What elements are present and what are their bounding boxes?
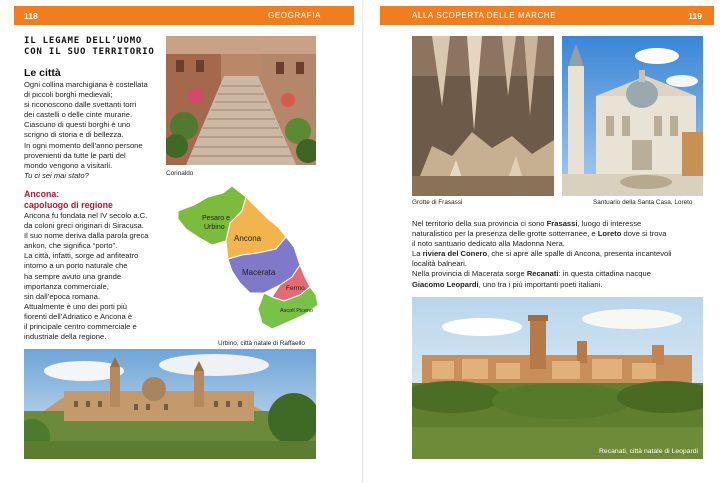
- ancona-heading-line: capoluogo di regione: [24, 199, 113, 210]
- section-heading-cities: Le città: [24, 67, 61, 79]
- chapter-title: IL LEGAME DELL’UOMO CON IL SUO TERRITORIO: [24, 36, 155, 57]
- text-line: industriale della regione.: [24, 332, 107, 342]
- map-label-pesaro-1: Pesaro e: [202, 215, 231, 222]
- map-label-ascoli: Ascoli Piceno: [280, 308, 314, 314]
- left-section-title: GEOGRAFIA: [268, 11, 321, 20]
- text-segment: , che si apre alle spalle di Ancona, presenta incantevoli: [487, 249, 672, 259]
- text-line: La città, infatti, sorge ad anfiteatro: [24, 251, 139, 261]
- text-line: il principale centro commerciale e: [24, 322, 137, 332]
- text-segment: : in questa cittadina nacque: [558, 269, 651, 279]
- caption-frasassi: Grotte di Frasassi: [412, 199, 463, 206]
- frasassi-photo: [412, 36, 554, 196]
- text-line: [412, 280, 712, 290]
- text-line: importanza commerciale,: [24, 281, 109, 291]
- map-label-macerata: Macerata: [242, 268, 276, 277]
- text-segment: naturalistico per la presenza delle grotte sotterranee, e: [412, 229, 598, 239]
- ancona-heading: [24, 189, 164, 210]
- text-line: Ogni collina marchigiana è costellata: [24, 80, 148, 89]
- left-header-bar: [14, 6, 354, 25]
- place-recanati: Recanati: [526, 269, 559, 279]
- text-line: ankon, che significa “porto”.: [24, 241, 118, 251]
- right-page: [364, 0, 728, 483]
- text-line: il noto santuario dedicato alla Madonna Nera.: [412, 239, 565, 249]
- text-segment: , uno tra i più importanti poeti italiani.: [478, 279, 603, 289]
- text-line: Tu ci sei mai stato?: [24, 170, 89, 180]
- place-loreto: Loreto: [597, 229, 622, 239]
- place-conero: riviera del Conero: [422, 249, 488, 259]
- text-line: [412, 219, 712, 229]
- map-label-pesaro-2: Urbino: [204, 224, 225, 231]
- caption-recanati: Recanati, città natale di Leopardi: [599, 448, 698, 455]
- corinaldo-photo: [166, 36, 316, 165]
- text-segment: dove si trova: [621, 229, 667, 239]
- text-segment: La: [412, 249, 423, 259]
- text-segment: , luogo di interesse: [577, 219, 642, 228]
- intro-paragraph: [24, 80, 164, 181]
- text-line: località balneari.: [412, 259, 467, 269]
- text-segment: Nel territorio della sua provincia ci sono: [412, 219, 547, 228]
- text-line: Attualmente è uno dei porti più: [24, 301, 128, 311]
- caption-corinaldo: Corinaldo: [166, 170, 194, 177]
- text-line: Ancona fu fondata nel IV secolo a.C.: [24, 211, 148, 220]
- ancona-paragraph: [24, 211, 164, 342]
- text-line: dei castelli o delle cinte murarie.: [24, 110, 133, 120]
- text-line: In ogni momento dell’anno persone: [24, 140, 143, 150]
- caption-loreto: Santuario della Santa Casa, Loreto: [593, 199, 693, 206]
- text-line: scrigno di storia e di bellezza.: [24, 130, 124, 140]
- right-header-bar: [380, 6, 714, 25]
- marche-map: [168, 183, 328, 333]
- text-line: ha sempre avuto una grande: [24, 271, 122, 281]
- ancona-heading-line: Ancona:: [24, 189, 60, 199]
- map-label-fermo: Fermo: [286, 285, 305, 292]
- right-section-title: ALLA SCOPERTA DELLE MARCHE: [412, 11, 557, 20]
- left-page-number: 118: [24, 10, 38, 21]
- text-line: mondo vengono a visitarli.: [24, 160, 113, 170]
- text-line: [412, 229, 712, 239]
- recanati-photo: [412, 297, 703, 459]
- text-line: Il suo nome deriva dalla parola greca: [24, 231, 149, 241]
- text-line: fiorenti dell’Adriatico e Ancona è: [24, 311, 133, 321]
- text-line: di piccoli borghi medievali;: [24, 90, 113, 100]
- map-label-ancona: Ancona: [234, 234, 262, 243]
- text-line: da coloni greci originari di Siracusa.: [24, 221, 144, 231]
- text-line: Ciascuno di questi borghi è uno: [24, 120, 131, 130]
- text-line: provenienti da tutte le parti del: [24, 150, 126, 160]
- urbino-photo: [24, 349, 316, 459]
- right-page-number: 119: [688, 10, 702, 21]
- loreto-photo: [562, 36, 703, 196]
- text-segment: Nella provincia di Macerata sorge: [412, 269, 527, 279]
- text-line: si riconoscono dalle svettanti torri: [24, 100, 137, 110]
- text-line: [412, 269, 712, 279]
- right-paragraph-1: [412, 219, 712, 290]
- text-line: [412, 249, 712, 259]
- person-leopardi: Giacomo Leopardi: [412, 279, 479, 289]
- caption-urbino: Urbino, città natale di Raffaello: [218, 340, 305, 347]
- place-frasassi: Frasassi: [546, 219, 578, 228]
- text-line: sin dall’epoca romana.: [24, 291, 100, 301]
- text-line: intorno a un porto naturale che: [24, 261, 128, 271]
